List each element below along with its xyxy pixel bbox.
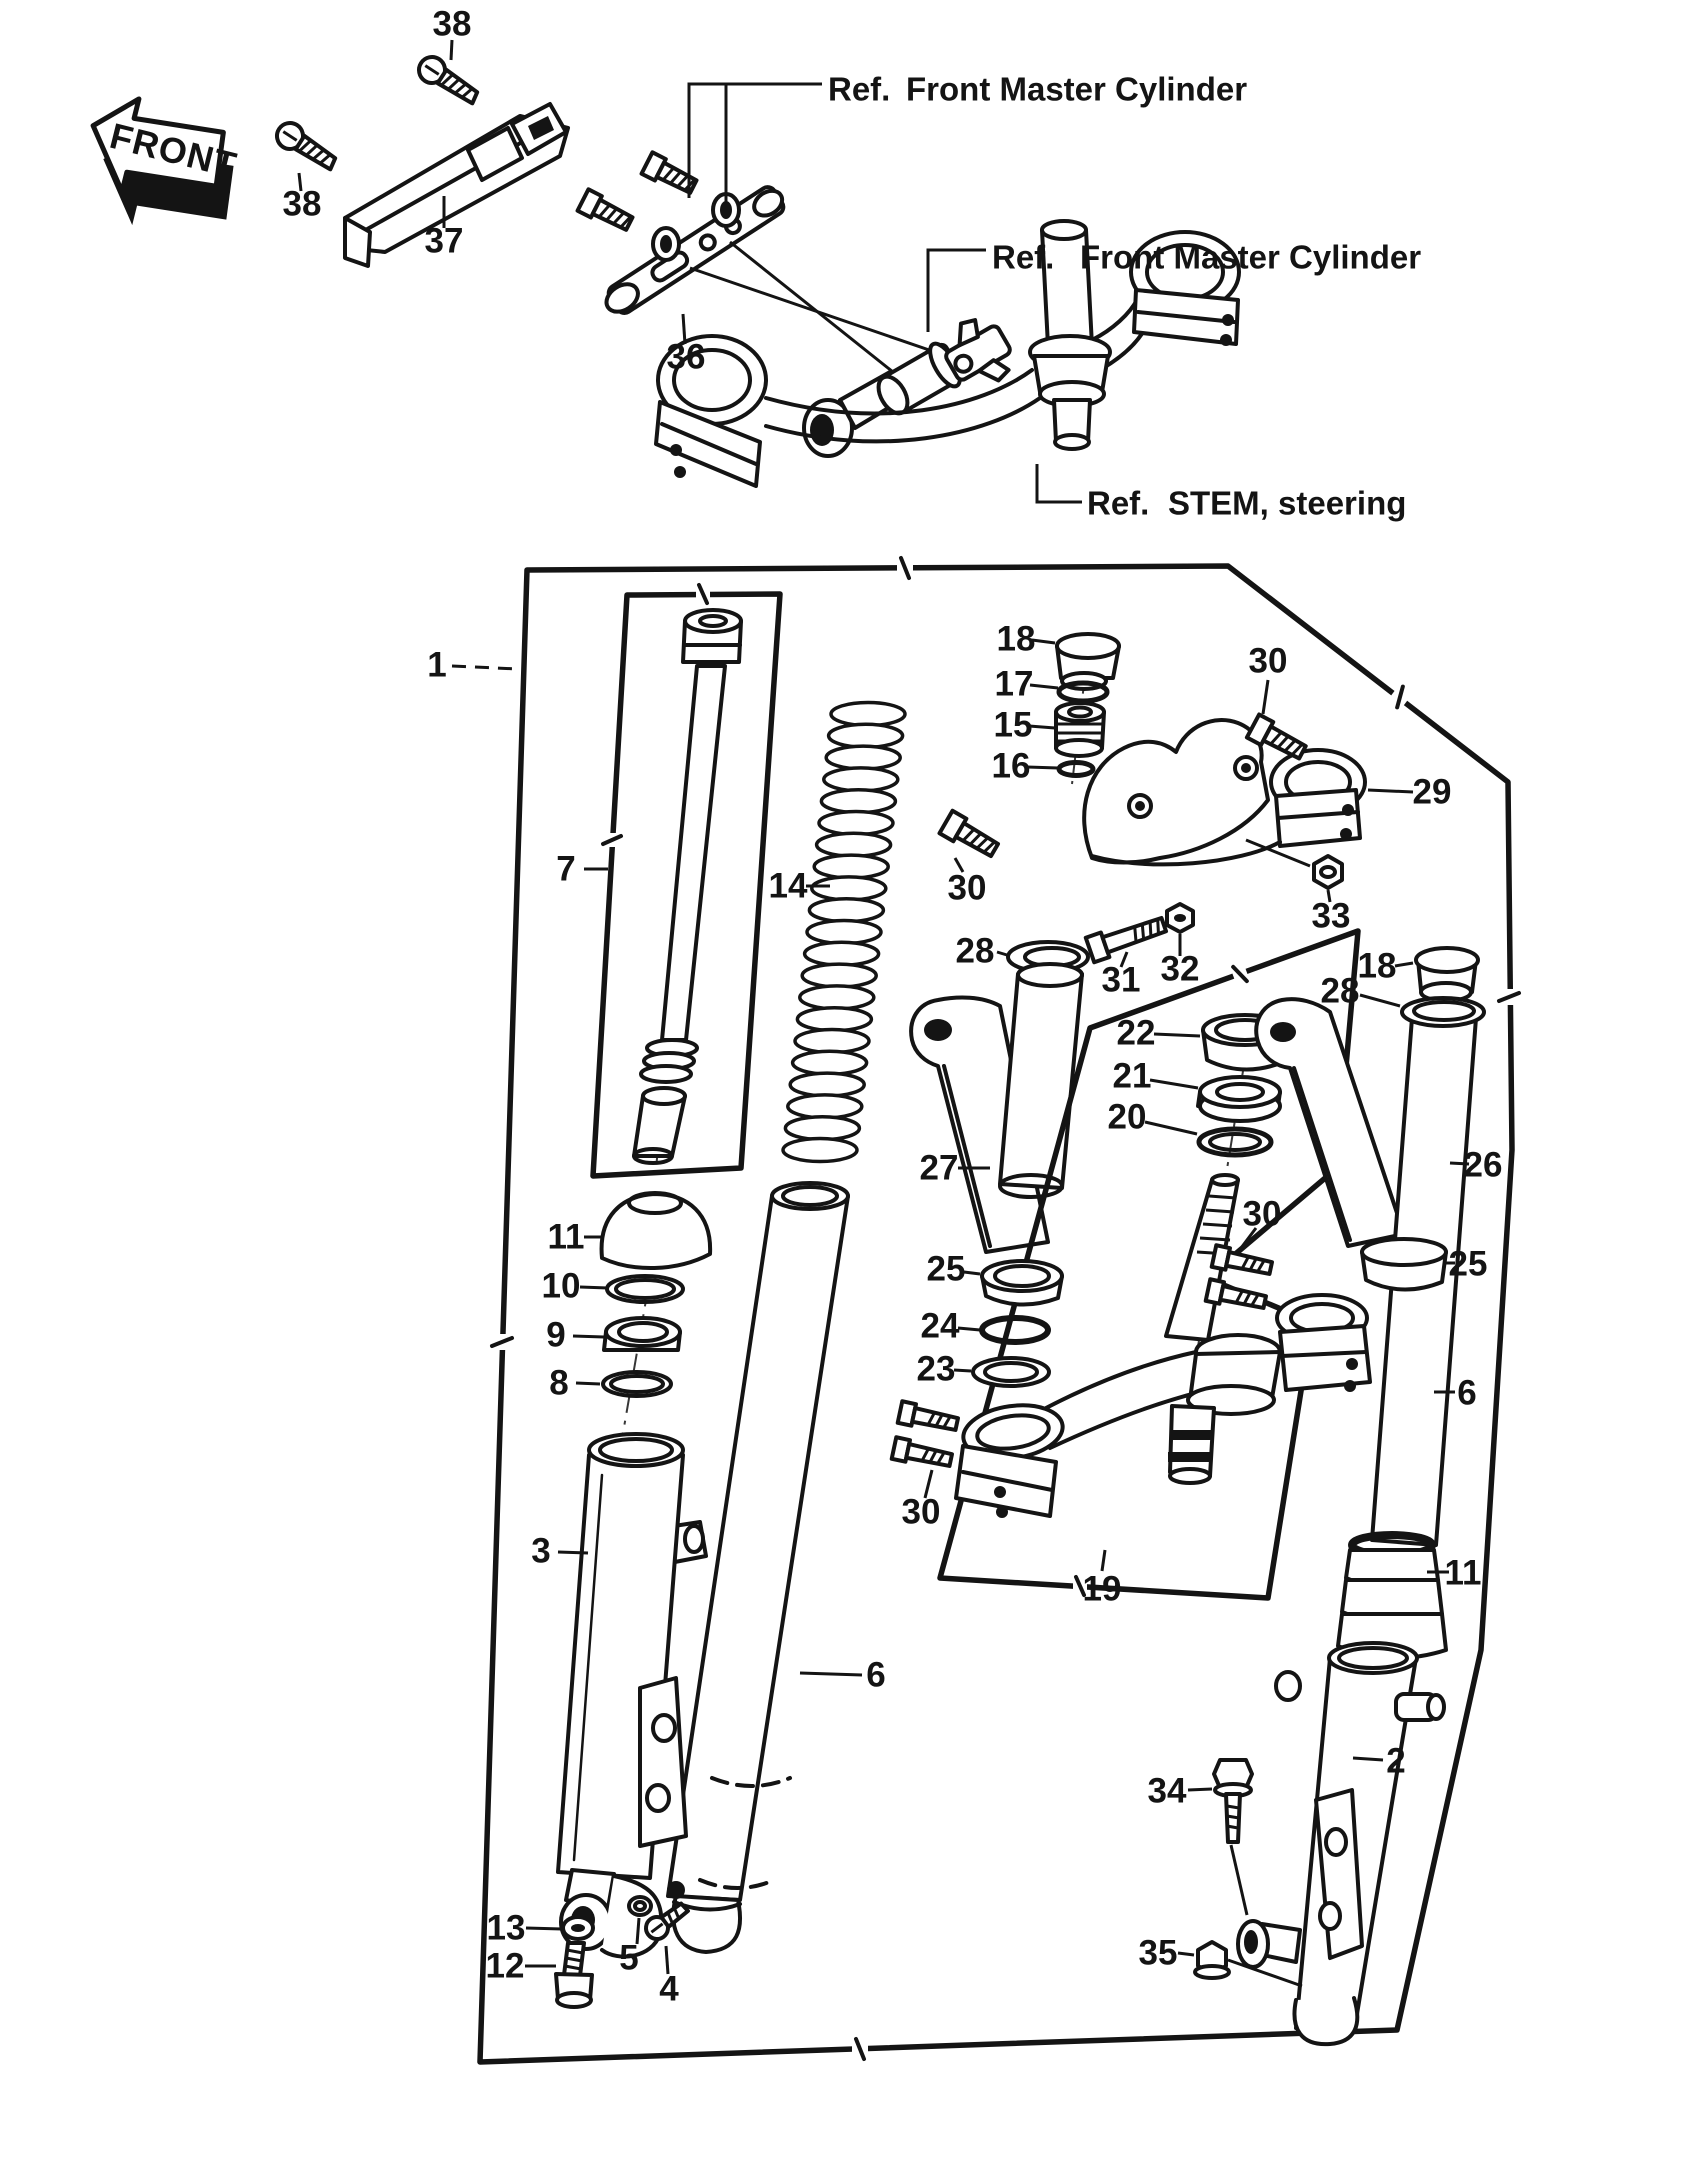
callout-30-22	[948, 858, 987, 908]
callout-number: 31	[1101, 960, 1141, 1000]
fork-outer-tube-2	[1238, 1643, 1444, 2044]
callout-number: 8	[549, 1363, 569, 1403]
upper-triple-clamp-29	[1084, 720, 1365, 864]
callout-36-3	[667, 314, 706, 377]
washer-28-right	[1402, 998, 1484, 1026]
callout-28-25	[956, 932, 1007, 971]
callout-number: 30	[1248, 641, 1288, 681]
callout-number: 12	[485, 1946, 525, 1986]
callout-18-17	[997, 620, 1055, 659]
callout-number: 18	[1357, 946, 1397, 986]
callout-number: 35	[1138, 1933, 1178, 1973]
left-seal-stack	[602, 1193, 711, 1462]
ref-stem-steering	[1037, 464, 1406, 522]
callout-number: 15	[993, 705, 1033, 745]
callout-number: 11	[547, 1217, 585, 1257]
ref-prefix: Ref.	[1087, 484, 1150, 522]
callout-number: 4	[659, 1969, 679, 2009]
callout-number: 18	[996, 619, 1036, 659]
callout-number: 2	[1386, 1741, 1406, 1781]
callout-16-20	[992, 747, 1058, 786]
front-arrow	[72, 90, 249, 247]
callout-number: 22	[1116, 1013, 1156, 1053]
stem-nut-32	[1167, 904, 1193, 932]
screw-38-left	[272, 118, 341, 175]
callout-number: 20	[1107, 1097, 1147, 1137]
callout-30-35	[1238, 1195, 1281, 1253]
callout-13-12	[487, 1909, 562, 1948]
callout-number: 11	[1444, 1553, 1482, 1593]
seal-23	[973, 1358, 1049, 1386]
callout-number: 5	[619, 1938, 639, 1978]
callout-12-13	[486, 1947, 556, 1986]
washer-36-a	[653, 228, 679, 260]
callout-7-5	[556, 850, 608, 889]
callout-number: 23	[916, 1349, 956, 1389]
nut-15	[1056, 703, 1104, 756]
callout-number: 30	[1242, 1194, 1282, 1234]
callout-number: 21	[1112, 1056, 1152, 1096]
bolt-30-mid	[940, 811, 1001, 862]
callout-number: 38	[432, 4, 472, 44]
callout-number: 27	[919, 1148, 959, 1188]
callout-number: 1	[427, 645, 447, 685]
fork-holder-tube	[1000, 964, 1082, 1197]
callout-number: 28	[1320, 971, 1360, 1011]
callout-11-7	[548, 1218, 605, 1257]
bolt-36-a	[578, 189, 635, 234]
ring-25-right	[1362, 1239, 1446, 1290]
callout-number: 3	[531, 1531, 551, 1571]
callout-23-34	[917, 1350, 971, 1389]
lower-clamp-right	[1277, 1295, 1370, 1392]
callout-21-30	[1113, 1057, 1198, 1096]
callout-number: 19	[1082, 1569, 1122, 1609]
ref-prefix: Ref.	[992, 238, 1055, 276]
callout-number: 30	[947, 868, 987, 908]
callout-number: 37	[424, 221, 464, 261]
callout-number: 34	[1147, 1771, 1187, 1811]
callout-number: 7	[556, 849, 576, 889]
callout-19-37	[1083, 1550, 1122, 1609]
callout-29-23	[1368, 773, 1451, 812]
race-25	[982, 1261, 1062, 1305]
callout-number: 9	[546, 1315, 566, 1355]
callout-22-29	[1117, 1014, 1200, 1053]
callout-number: 28	[955, 931, 995, 971]
clamp-bolts-30-right	[1206, 1245, 1273, 1313]
ref-prefix: Ref.	[828, 70, 891, 108]
callout-number: 24	[920, 1306, 960, 1346]
washer-5	[629, 1897, 651, 1915]
top-plug-18-right	[1416, 948, 1478, 1001]
dust-boot-11-right	[1338, 1535, 1446, 1658]
callout-6-16	[800, 1656, 886, 1695]
callout-18-38	[1358, 947, 1413, 986]
callout-number: 38	[282, 184, 322, 224]
callout-number: 6	[866, 1655, 886, 1695]
callout-1-4	[427, 646, 518, 685]
callout-number: 32	[1160, 949, 1200, 989]
callout-24-33	[921, 1307, 980, 1346]
callout-number: 29	[1412, 772, 1452, 812]
callout-8-10	[549, 1364, 600, 1403]
callout-17-18	[995, 665, 1058, 704]
axle-bolt-34	[1214, 1760, 1252, 1915]
callout-35-46	[1139, 1934, 1194, 1973]
fork-inner-tube-6-center	[668, 1183, 848, 1952]
callout-number: 16	[991, 746, 1031, 786]
callout-number: 33	[1311, 896, 1351, 936]
callout-number: 30	[901, 1492, 941, 1532]
callout-number: 25	[926, 1249, 966, 1289]
callout-number: 36	[666, 337, 706, 377]
ref-front-master-cylinder-top	[689, 71, 1247, 205]
callout-number: 14	[768, 866, 808, 906]
callout-4-15	[659, 1946, 679, 2009]
brake-hose-junction	[804, 309, 1021, 456]
o-ring-24	[982, 1318, 1048, 1342]
screw-38-top	[414, 52, 483, 109]
callout-10-8	[542, 1267, 608, 1306]
callout-38-1	[283, 173, 322, 224]
front-arrow-label: FRONT	[105, 114, 242, 186]
callout-34-45	[1148, 1772, 1212, 1811]
allen-bolt-12	[556, 1943, 592, 2007]
o-ring-16	[1059, 763, 1093, 776]
damper-rod-7	[634, 610, 741, 1168]
callout-30-21	[1249, 642, 1288, 715]
bearing-stack-bottom	[973, 1261, 1062, 1386]
callout-38-0	[433, 5, 472, 61]
callout-25-32	[927, 1250, 980, 1289]
callout-number: 25	[1448, 1244, 1488, 1284]
callout-number: 13	[486, 1908, 526, 1948]
callout-20-31	[1108, 1098, 1197, 1137]
callout-15-19	[994, 706, 1055, 745]
callout-number: 26	[1463, 1145, 1503, 1185]
callout-number: 6	[1457, 1373, 1477, 1413]
ref-name: Front Master Cylinder	[906, 70, 1248, 108]
ref-name: Front Master Cylinder	[1080, 238, 1422, 276]
callout-30-36	[902, 1470, 941, 1532]
nut-33	[1246, 840, 1342, 888]
callout-9-9	[546, 1316, 604, 1355]
lower-clamp-left	[956, 1399, 1066, 1518]
callout-number: 17	[994, 664, 1034, 704]
clamp-plate-36	[600, 182, 789, 319]
callout-32-27	[1161, 934, 1200, 989]
callout-number: 10	[541, 1266, 581, 1306]
clamp-bolts-30-left	[892, 1401, 959, 1471]
fork-spring-14	[783, 703, 905, 1162]
ref-name: STEM, steering	[1168, 484, 1407, 522]
bearing-21	[1198, 1077, 1280, 1121]
callout-33-24	[1312, 890, 1351, 936]
dust-cap-11	[602, 1194, 711, 1268]
callout-25-41	[1446, 1245, 1487, 1284]
